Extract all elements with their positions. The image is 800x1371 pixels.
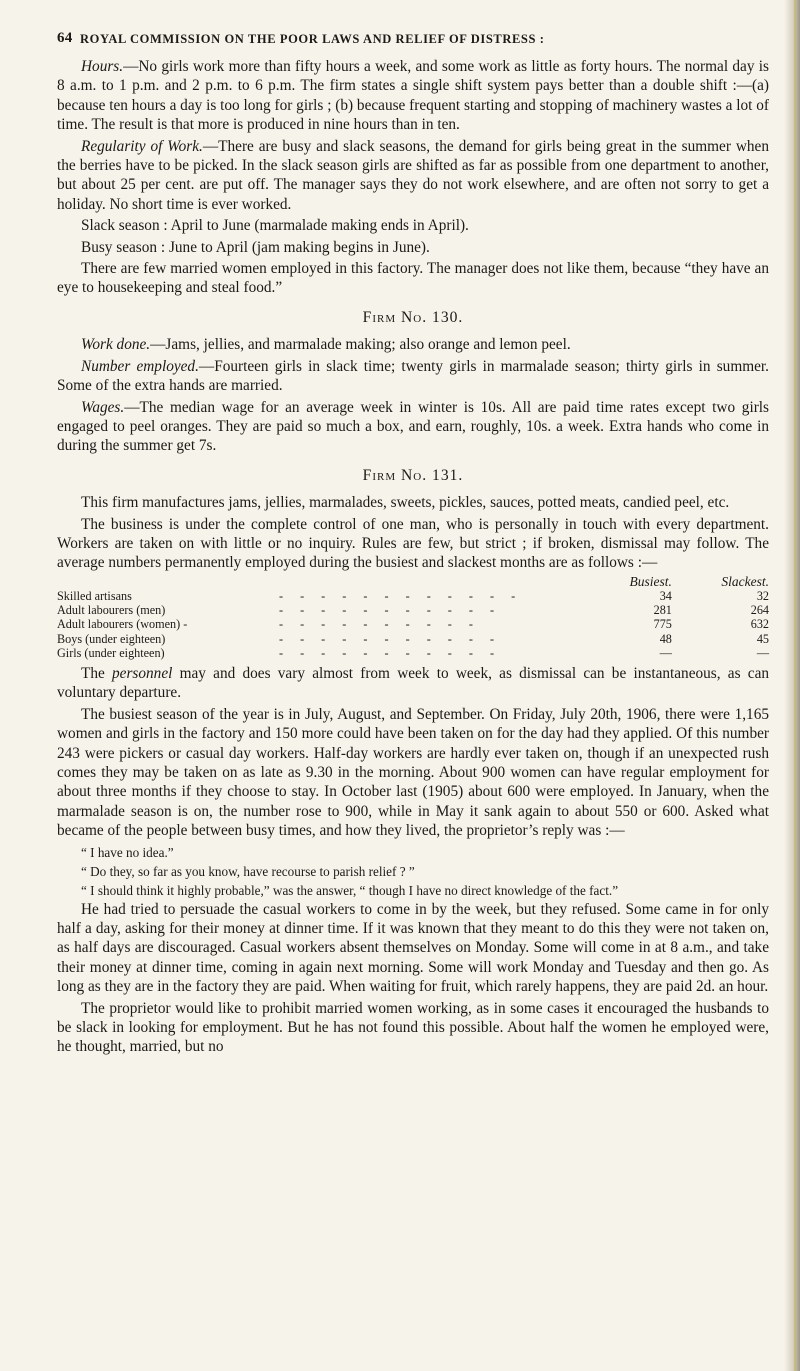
paragraph-slack-season: Slack season : April to June (marmalade making ends in April). xyxy=(81,217,469,235)
row-category: Girls (under eighteen) xyxy=(57,645,165,660)
paragraph-number-employed xyxy=(57,357,769,396)
number-employed-label: Number employed. xyxy=(81,357,199,375)
row-leader-dots: - - - - - - - - - - xyxy=(278,617,480,632)
personnel-text-b: may and does vary almost from week to week, as dismissal can be instantaneous, as can voluntary departure. xyxy=(57,664,770,702)
paragraph-proprietor: The proprietor would like to prohibit married women working, as in some cases it encouraged the husbands to be slack in looking for employment. But he has not found this possible. About half the women he employed were, he thought, married, but no xyxy=(57,999,769,1056)
paragraph-married-women: There are few married women employed in this factory. The manager does not like them, because “they have an eye to housekeeping and steal food.” xyxy=(57,260,769,297)
row-leader-dots: - - - - - - - - - - - - xyxy=(278,588,523,603)
row-category: Skilled artisans xyxy=(57,588,132,603)
paragraph-hours xyxy=(57,57,769,135)
row-busiest-value: 281 xyxy=(653,603,672,618)
row-category: Adult labourers (men) xyxy=(57,603,166,618)
work-done-label: Work done. xyxy=(81,336,151,354)
table-row xyxy=(57,617,769,631)
row-slackest-value: 264 xyxy=(750,603,769,618)
employment-table-header-row xyxy=(57,575,769,589)
page-body xyxy=(57,57,769,1059)
paragraph-regularity xyxy=(57,137,769,215)
row-slackest-value: 32 xyxy=(756,588,769,603)
paragraph-firm-131-control: The business is under the complete control of one man, who is personally in touch with every department. Workers are taken on with little or no inquiry. Rules are few, but strict ; if broken, dismissal may follow. The average numbers permanently employed during the busiest and slackest months are as follows :— xyxy=(57,515,769,572)
row-busiest-value: 775 xyxy=(653,617,672,632)
paragraph-work-done xyxy=(57,335,769,354)
paragraph-firm-131-products: This firm manufactures jams, jellies, marmalades, sweets, pickles, sauces, potted meats, candied peel, etc. xyxy=(81,494,730,512)
table-row xyxy=(57,646,769,660)
running-header xyxy=(57,30,757,50)
row-leader-dots: - - - - - - - - - - - xyxy=(278,631,502,646)
personnel-term: personnel xyxy=(112,664,173,682)
table-row xyxy=(57,632,769,646)
firm-130-heading-prefix: Firm No. xyxy=(362,308,428,326)
row-busiest-value: — xyxy=(659,645,672,660)
quote-answer: “ I should think it highly probable,” was the answer, “ though I have no direct knowledge of the fact.” xyxy=(81,882,619,898)
row-slackest-value: — xyxy=(756,645,769,660)
firm-131-heading-prefix: Firm No. xyxy=(362,466,428,484)
paragraph-busiest-season: The busiest season of the year is in July, August, and September. On Friday, July 20th, 1906, there were 1,165 women and girls in the factory and 150 more could have been taken on for the day had they applied. Of this number 243 were pickers or casual day workers. Half-day workers are hardly ever taken on, though if an unexpected rush comes they may be taken on as late as 9.30 in the morning. About 900 women can have regular employment for about three months if they choose to stay. In October last (1905) about 600 were employed. In January, when the marmalade season is on, the number rose to 900, while in May it sank again to about 550 or 600. Asked what became of the people between busy times, and how they lived, the proprietor’s reply was :— xyxy=(57,705,769,840)
wages-label: Wages. xyxy=(81,398,125,416)
page-edge-shadow xyxy=(784,0,800,1371)
paragraph-casual-workers: He had tried to persuade the casual workers to come in by the week, but they refused. Some came in for only half a day, asking for their money at dinner time. If it was known that they meant to do this they were not taken on, as half days are discouraged. Casual workers absent themselves on Monday. Some will come in at 8 a.m., and take their money at dinner time, coming in again next morning. Some will work Monday and Tuesday and then go. As long as they are in the factory they are paid. When waiting for fruit, which rarely happens, they are paid 2d. an hour. xyxy=(57,900,769,996)
hours-text: —No girls work more than fifty hours a week, and some work as little as forty hours. The normal day is 8 a.m. to 1 p.m. and 2 p.m. to 6 p.m. The firm states a single shift system pays better than a double shift :—(a) because ten hours a day is too long for girls ; (b) because frequent starting and stopping of machinery wastes a lot of time. The result is that more is produced in nine hours than in ten. xyxy=(57,58,769,134)
firm-130-heading-number: 130. xyxy=(432,308,464,326)
wages-text: —The median wage for an average week in winter is 10s. All are paid time rates except two girls engaged to peel oranges. They are paid so much a box, and earn, roughly, 10s. a week. Extra hands who come in during the summer get 7s. xyxy=(57,398,769,455)
firm-131-heading xyxy=(57,466,769,485)
paragraph-wages xyxy=(57,398,769,456)
personnel-text-a: The xyxy=(81,664,113,682)
regularity-label: Regularity of Work. xyxy=(81,137,203,155)
busiest-column-header: Busiest. xyxy=(629,573,672,589)
row-busiest-value: 34 xyxy=(659,588,672,603)
slackest-column-header: Slackest. xyxy=(721,573,769,589)
quote-no-idea: “ I have no idea.” xyxy=(81,844,174,860)
quote-parish-relief: “ Do they, so far as you know, have recourse to parish relief ? ” xyxy=(81,863,415,879)
paragraph-personnel xyxy=(57,664,769,703)
row-leader-dots: - - - - - - - - - - - xyxy=(278,645,502,660)
work-done-text: —Jams, jellies, and marmalade making; also orange and lemon peel. xyxy=(150,336,571,354)
firm-131-heading-number: 131. xyxy=(432,466,464,484)
row-category: Boys (under eighteen) xyxy=(57,631,166,646)
number-employed-text: —Fourteen girls in slack time; twenty girls in marmalade season; thirty girls in summer. Some of the extra hands are married. xyxy=(57,357,769,395)
regularity-text: —There are busy and slack seasons, the demand for girls being great in the summer when the berries have to be picked. In the slack season girls are shifted as far as possible from one department to another, but about 25 per cent. are put off. The manager says they do not work elsewhere, and are often not sorry to get a holiday. No short time is ever worked. xyxy=(57,137,769,213)
binding-edge-line xyxy=(794,0,796,1371)
row-slackest-value: 632 xyxy=(750,617,769,632)
row-busiest-value: 48 xyxy=(659,631,672,646)
table-row xyxy=(57,603,769,617)
row-slackest-value: 45 xyxy=(756,631,769,646)
firm-130-heading xyxy=(57,308,769,327)
paragraph-busy-season: Busy season : June to April (jam making begins in June). xyxy=(81,238,430,256)
row-category: Adult labourers (women) - xyxy=(57,617,188,632)
running-title: ROYAL COMMISSION ON THE POOR LAWS AND RELIEF OF DISTRESS : xyxy=(80,32,545,46)
table-row xyxy=(57,589,769,603)
employment-table xyxy=(57,575,769,660)
page-number: 64 xyxy=(57,30,73,46)
row-leader-dots: - - - - - - - - - - - xyxy=(278,603,502,618)
hours-label: Hours. xyxy=(81,58,124,75)
